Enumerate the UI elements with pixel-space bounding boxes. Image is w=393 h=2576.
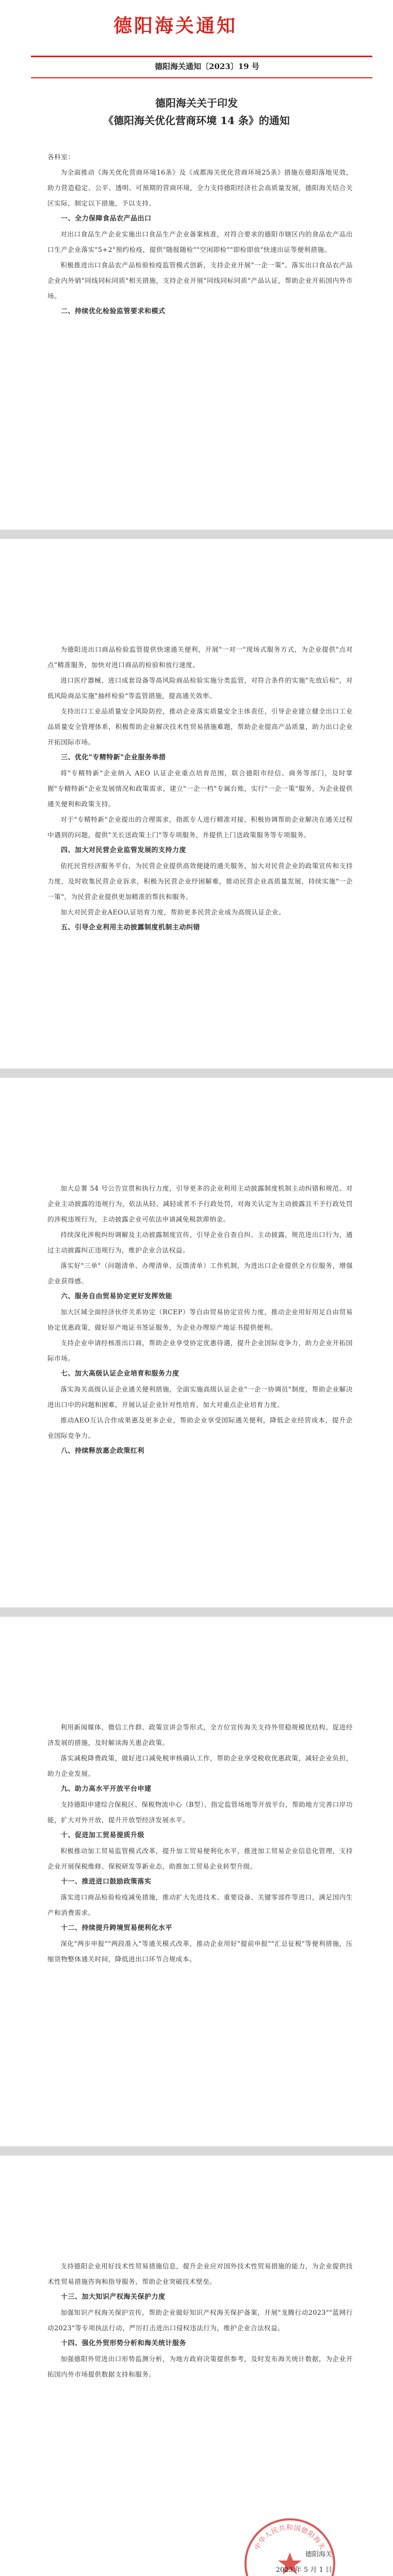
section-heading: 十二、持续提升跨境贸易便利化水平 (61, 1924, 173, 1932)
body-paragraph: 利用新闻媒体、微信工作群、政策宣讲会等形式，全方位宣传海关支持外贸稳规模优结构、促进经济发展的措施，及时解读海关惠企政策。 (47, 1723, 353, 1747)
body-paragraph: 积极推动加工贸易监管模式改革，提升加工贸易便利化水平，推进加工贸易企业信息化管理，支持企业开展保税维修、保税研发等新业态，助推加工贸易企业转型升级。 (47, 1847, 353, 1870)
page-1-body (47, 149, 353, 319)
red-divider-bottom (31, 77, 372, 78)
body-paragraph: 依托民营经济服务平台，为民营企业提供高效便捷的通关服务，加大对民营企业的政策宣传和支持力度，及时收集民营企业诉求，积极为民营企业纾困解难，推动民营企业高质量发展，持续实施"一企一策"，为民营企业提供更加精准的帮扶和服务。 (47, 862, 353, 901)
body-paragraph: 落实减税降费政策，做好进口减免税审核确认工作，帮助企业享受税收优惠政策，减轻企业负担，助力企业发展。 (47, 1754, 353, 1777)
body-paragraph: 加大区域全面经济伙伴关系协定（RCEP）等自由贸易协定宣传力度，推动企业用好用足自由贸易协定优惠政策，做好原产地证书签证服务，为企业办理原产地证书提供便利。 (47, 1308, 353, 1331)
signature-org: 德阳海关 (305, 2551, 332, 2558)
seal-text: 中华人民共和国德阳海关 (253, 2524, 326, 2552)
section-heading: 十、促进加工贸易提质升级 (61, 1832, 145, 1839)
red-divider-top (31, 56, 372, 57)
body-paragraph: 持续深化涉税纠纷调解及主动披露制度宣传，引导企业自查自纠、主动披露，规范进出口行为，通过主动披露纠正违规行为，维护企业合法权益。 (47, 1231, 353, 1254)
signature-date: 2023 年 5 月 1 日 (275, 2566, 332, 2574)
doc-header-title: 德阳海关通知 (113, 15, 238, 37)
body-paragraph: 将"专精特新"企业纳入 AEO 认证企业重点培育范围，联合德阳市经信、商务等部门，及时掌握"专精特新"企业发展情况和政策需求，建立"一企一档"专属台账，实行"一企一策"服务，为企业提供通关便利和政策支持。 (47, 769, 353, 808)
section-heading: 五、引导企业利用主动披露制度机制主动纠错 (61, 924, 201, 931)
section-heading: 七、加大高级认证企业培育和服务力度 (61, 1370, 179, 1378)
body-paragraph: 推动AEO互认合作成果惠及更多企业，帮助企业享受国际通关便利，降低企业经营成本，提升企业国际竞争力。 (47, 1416, 353, 1439)
page-4-body (47, 1720, 353, 1967)
body-paragraph: 对出口食品生产企业实施出口食品生产企业备案核准，对符合要求的德阳市辖区内的食品农产品出口生产企业落实"5+2"预约检疫，提供"随报随检""空闲即检""即检即放"快速出证等便利措施。 (47, 230, 353, 253)
body-paragraph: 支持德阳申建综合保税区、保税物流中心（B型）、指定监管场地等开放平台，帮助地方完善口岸功能，扩大对外开放，提升开放型经济发展水平。 (47, 1801, 353, 1824)
body-paragraph: 支持出口工业品质量安全风险防控，推动企业落实质量安全主体责任，引导企业建立健全出口工业品质量安全管理体系，积极帮助企业解决技术性贸易措施难题，帮助企业提高产品质量，助力出口企业开拓国际市场。 (47, 707, 353, 746)
doc-title-line-2: 《德阳海关优化营商环境 14 条》的通知 (103, 114, 290, 127)
section-heading: 一、全力保障食品农产品出口 (61, 215, 152, 223)
body-paragraph: 对于"专精特新"企业提出的合理需求，指派专人进行精准对接，积极协调帮助企业解决在通关过程中遇到的问题，提供"关长送政策上门"等专项服务，并提供上门送政策服务等专项服务。 (47, 816, 353, 839)
document-page-1 (0, 0, 393, 530)
document-page-3 (0, 1078, 393, 1607)
doc-title-line-1: 德阳海关关于印发 (155, 97, 238, 109)
body-paragraph: 深化"两步申报""两段准入"等通关模式改革，推动企业用好"提前申报""汇总征税"等便利措施，压缩货物整体通关时间，降低进出口环节合规成本。 (47, 1940, 353, 1963)
body-paragraph: 为全面推动《海关优化营商环境16条》及《成都海关优化营商环境25条》措施在德阳落地见效，助力营造稳定、公平、透明、可预期的营商环境，全力支持德阳经济社会高质量发展，德阳海关结合关区实际，制定以下措施，予以支持。 (47, 168, 353, 207)
body-paragraph: 加大总署 54 号公告宣贯和执行力度，引导更多的企业利用主动披露制度机制主动纠错和规范。对企业主动披露的违规行为，依法从轻、减轻或者不予行政处罚，对海关认定为主动披露且不予行政处罚的涉税违规行为，主动披露企业可依法申请减免税款滞纳金。 (47, 1184, 353, 1223)
body-paragraph: 各科室： (47, 153, 75, 161)
page-5-body (47, 2259, 353, 2382)
document-page-4 (0, 1617, 393, 2146)
body-paragraph: 加大对民营企业AEO认证培育力度，帮助更多民营企业成为高级认证企业。 (60, 908, 286, 916)
body-paragraph: 落实好"三单"（问题清单、办理清单、反馈清单）工作机制，为进出口企业提供全方位服务，增强企业获得感。 (47, 1262, 353, 1285)
body-paragraph: 为德阳进出口商品检验监管提供快速通关便利，开展"一对一"现场式服务方式，为企业提供"点对点"精准服务，加快对进口商品的检验和放行速度。 (47, 646, 353, 669)
section-heading: 三、优化"专精特新"企业服务举措 (61, 754, 166, 761)
section-heading: 八、持续释放惠企政策红利 (61, 1447, 145, 1455)
section-heading: 十四、强化外贸形势分析和海关统计服务 (61, 2340, 187, 2347)
section-heading: 六、服务自由贸易协定更好发挥效能 (61, 1293, 173, 1300)
body-paragraph: 落实进口商品检验检疫减免措施，推动扩大先进技术、重要设备、关键零部件等进口，满足国内生产和消费需求。 (47, 1893, 353, 1917)
document-page-5 (0, 2156, 393, 2576)
body-paragraph: 积极推进出口食品农产品检验检疫监管模式创新，支持企业开展"一企一策"。落实出口食品农产品企业内外销"同线同标同质"相关措施，支持企业开展"同线同标同质"产品认证，帮助企业开拓国内外市场。 (47, 261, 353, 300)
section-heading: 十三、加大知识产权海关保护力度 (61, 2293, 166, 2301)
body-paragraph: 加强德阳外贸进出口形势监测分析，为地方政府决策提供参考，及时发布海关统计数据，为企业开拓国内外市场提供数据支持和服务。 (47, 2355, 353, 2378)
body-paragraph: 支持德阳企业用好技术性贸易措施信息，提升企业应对国外技术性贸易措施的能力，为企业提供技术性贸易措施咨询和指导服务，帮助企业突破技术壁垒。 (47, 2262, 353, 2285)
section-heading: 四、加大对民营企业监管发展的支持力度 (61, 846, 187, 854)
body-paragraph: 落实海关高级认证企业通关便利措施，全面实施高级认证企业"一企一协调员"制度，帮助企业解决进出口中的问题和困难，开展认证企业针对性培育，加大对重点企业培育力度。 (47, 1385, 353, 1409)
doc-number: 德阳海关通知〔2023〕19 号 (155, 62, 259, 71)
page-3-body (47, 1181, 353, 1459)
section-heading: 九、助力高水平开放平台申建 (61, 1785, 152, 1793)
body-paragraph: 支持企业申请经核准出口商，帮助企业享受协定优惠待遇，提升企业国际竞争力，助力企业开拓国际市场。 (47, 1339, 353, 1362)
section-heading: 二、持续优化检验监管要求和模式 (61, 308, 166, 315)
body-paragraph: 加强知识产权海关保护宣传，帮助企业做好知识产权海关保护备案，开展"龙腾行动2023""蓝网行动2023"等专项执法行动，严厉打击进出口侵权违法行为，维护企业合法权益。 (47, 2309, 353, 2332)
page-2-body (47, 642, 353, 936)
body-paragraph: 进口医疗器械、进口成套设备等高风险商品检验实施分类监管，对符合条件的实施"先放后检"，对低风险商品实施"抽样检验"等监管措施，提高通关效率。 (47, 676, 353, 700)
section-heading: 十一、推进进口鼓励政策落实 (61, 1878, 152, 1886)
document-page-2 (0, 539, 393, 1069)
